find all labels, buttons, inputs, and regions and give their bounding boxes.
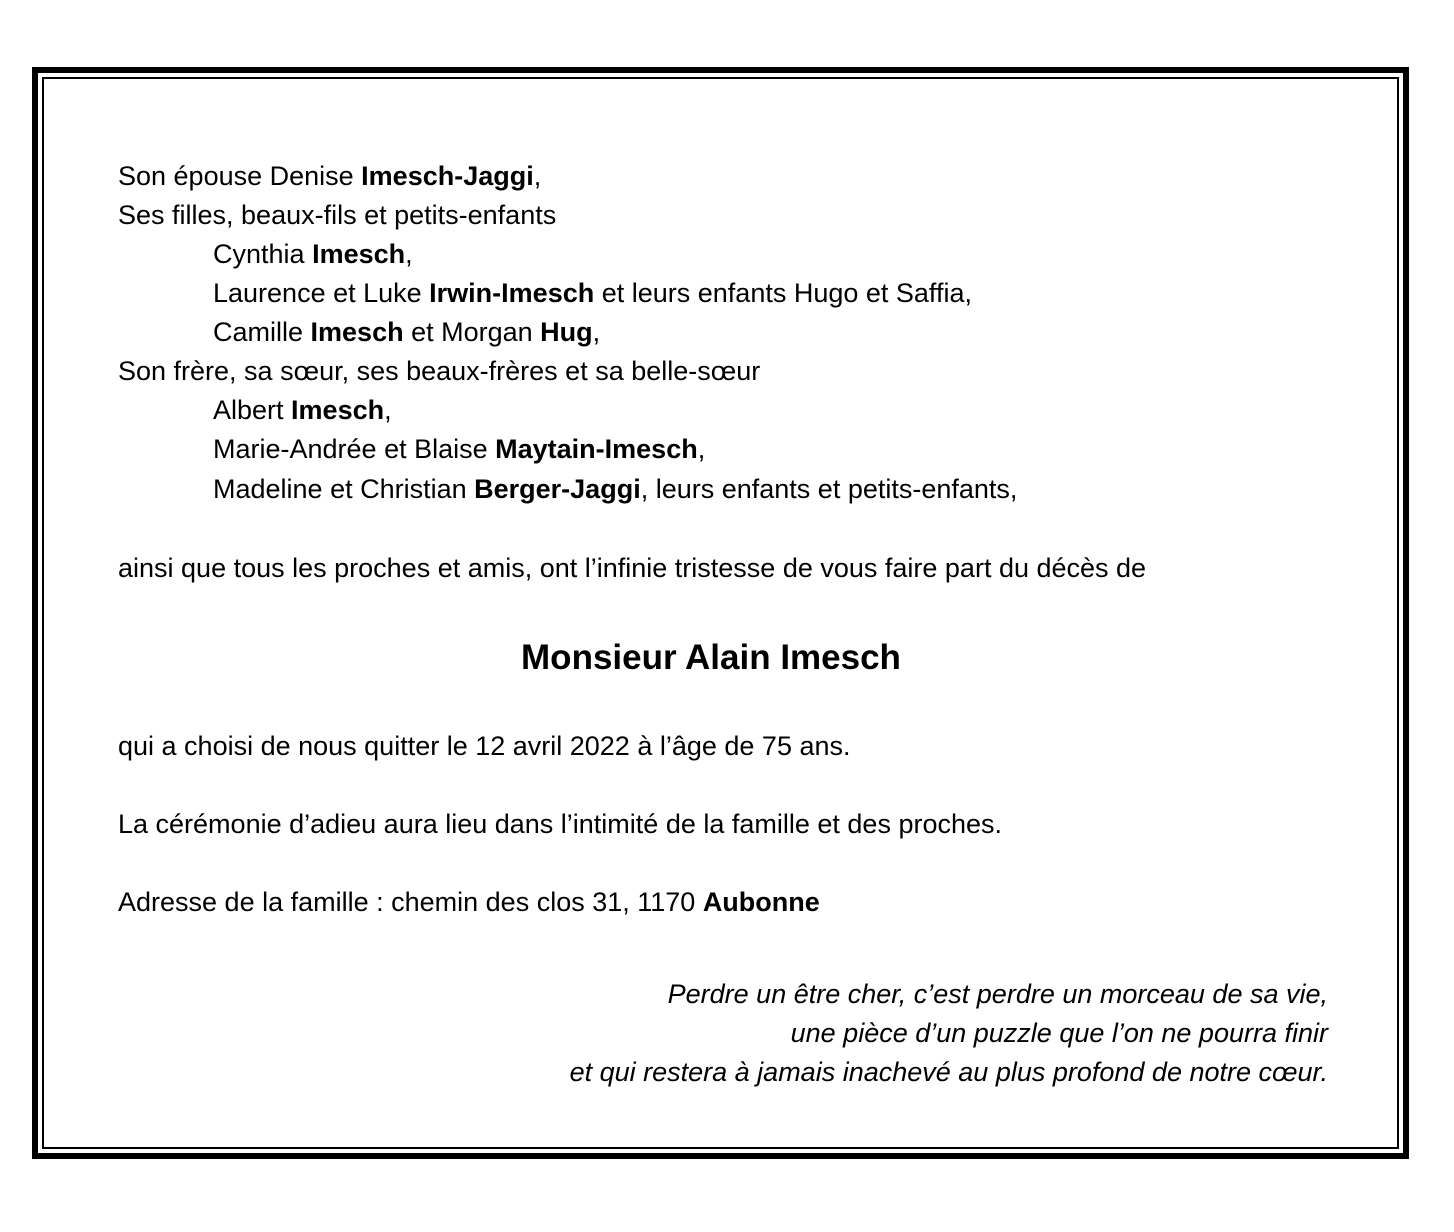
poem-line: une pièce d’un puzzle que l’on ne pourra finir [790, 1018, 1328, 1048]
address-line: Adresse de la famille : chemin des clos 31, 1170 Aubonne [118, 887, 820, 917]
children-intro: Ses filles, beaux-fils et petits-enfants [118, 200, 557, 230]
siblings-intro: Son frère, sa sœur, ses beaux-frères et sa belle-sœur [118, 356, 761, 386]
departure-text: qui a choisi de nous quitter le 12 avril 2022 à l’âge de 75 ans. [118, 731, 851, 761]
announcement-text: ainsi que tous les proches et amis, ont l’infinie tristesse de vous faire part du décès de [118, 553, 1147, 583]
child-line: Camille Imesch et Morgan Hug, [213, 317, 601, 347]
sibling-line: Madeline et Christian Berger-Jaggi, leurs enfants et petits-enfants, [213, 474, 1018, 504]
deceased-name: Monsieur Alain Imesch [521, 638, 901, 677]
child-line: Laurence et Luke Irwin-Imesch et leurs enfants Hugo et Saffia, [213, 278, 972, 308]
sibling-line: Marie-Andrée et Blaise Maytain-Imesch, [213, 434, 706, 464]
ceremony-text: La cérémonie d’adieu aura lieu dans l’intimité de la famille et des proches. [118, 809, 1002, 839]
sibling-line: Albert Imesch, [213, 395, 392, 425]
poem-line: Perdre un être cher, c’est perdre un morceau de sa vie, [667, 979, 1328, 1009]
spouse-line: Son épouse Denise Imesch-Jaggi, [118, 161, 542, 191]
spouse-name: Imesch-Jaggi [361, 161, 534, 191]
address-city: Aubonne [702, 887, 820, 917]
poem-line: et qui restera à jamais inachevé au plus profond de notre cœur. [569, 1057, 1328, 1087]
child-line: Cynthia Imesch, [213, 239, 413, 269]
